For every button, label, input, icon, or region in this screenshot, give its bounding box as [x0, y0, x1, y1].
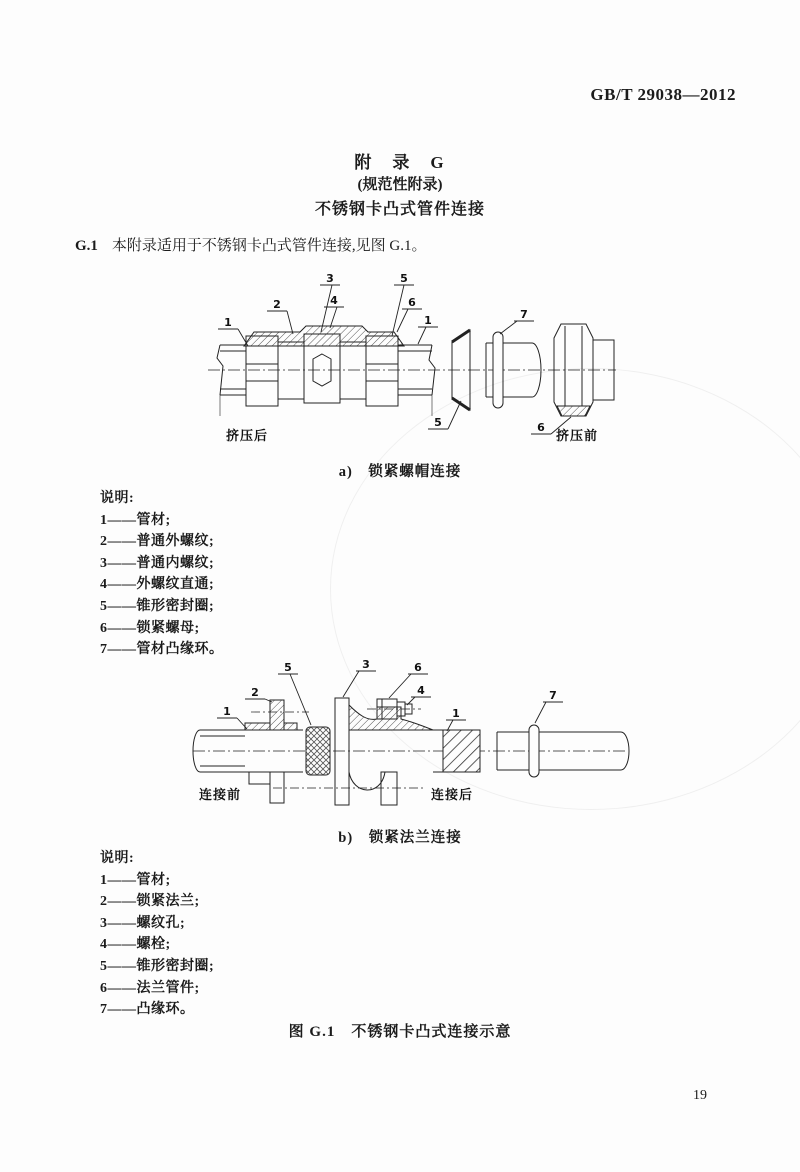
- callout-1-pipe-left: 1: [223, 705, 231, 718]
- legend-a-item: 2——普通外螺纹;: [100, 534, 215, 550]
- label-before-pressing: 挤压前: [556, 429, 599, 444]
- standard-number: GB/T 29038—2012: [590, 85, 736, 104]
- cone-seal: [306, 727, 330, 775]
- callout-7-flange-ring: 7: [549, 689, 557, 702]
- callout-6-nut-loose: 6: [537, 421, 545, 434]
- label-after-pressing: 挤压后: [226, 429, 269, 444]
- legend-a-item: 7——管材凸缘环。: [100, 642, 224, 658]
- sleeve-right: [340, 342, 366, 399]
- legend-b-item: 7——凸缘环。: [100, 1002, 195, 1018]
- callout-7-flange-ring: 7: [520, 308, 528, 321]
- lock-flange-assembly: [193, 698, 629, 805]
- appendix-subtitle: (规范性附录): [357, 177, 443, 193]
- legend-a-item: 5——锥形密封圈;: [100, 598, 215, 614]
- legend-b-item: 4——螺栓;: [100, 937, 171, 953]
- caption-a: a) 锁紧螺帽连接: [338, 464, 462, 480]
- callout-1-pipe-right: 1: [424, 314, 432, 327]
- legend-a-title: 说明:: [100, 491, 135, 506]
- legend-b-item: 1——管材;: [100, 872, 171, 888]
- callout-6-fitting: 6: [414, 661, 422, 674]
- legend-b-title: 说明:: [100, 851, 135, 866]
- legend-a: [100, 488, 224, 661]
- legend-a-item: 3——普通内螺纹;: [100, 555, 215, 571]
- pipe-right: [398, 345, 435, 416]
- callouts-a: [218, 285, 571, 434]
- page-number: 19: [693, 1088, 707, 1103]
- label-before-connection: 连接前: [199, 788, 242, 803]
- clause-text: 本附录适用于不锈钢卡凸式管件连接,见图 G.1。: [111, 238, 427, 254]
- callout-5-seal-loose: 5: [434, 416, 442, 429]
- appendix-title: 附 录 G: [354, 153, 446, 172]
- figure-caption: 图 G.1 不锈钢卡凸式连接示意: [288, 1024, 512, 1040]
- legend-b: [100, 848, 214, 1021]
- callout-5-seal: 5: [284, 661, 292, 674]
- callout-2-ext-thread: 2: [273, 298, 281, 311]
- legend-b-item: 2——锁紧法兰;: [100, 894, 200, 910]
- callout-5-seal: 5: [400, 272, 408, 285]
- diagram-lock-flange-connection: [185, 655, 635, 825]
- pipe-left: [217, 345, 246, 416]
- callout-4-union: 4: [330, 294, 338, 307]
- label-after-connection: 连接后: [431, 788, 474, 803]
- callout-6-nut: 6: [408, 296, 416, 309]
- legend-b-item: 6——法兰管件;: [100, 980, 200, 996]
- callout-4-bolt: 4: [417, 684, 425, 697]
- lock-nut-assembly: [208, 324, 616, 416]
- clause-number: G.1: [75, 238, 98, 254]
- clause-g1: [75, 234, 735, 255]
- caption-b: b) 锁紧法兰连接: [338, 830, 462, 846]
- legend-a-item: 4——外螺纹直通;: [100, 577, 215, 593]
- callout-3-int-thread: 3: [326, 272, 334, 285]
- callout-1-pipe-right: 1: [452, 707, 460, 720]
- diagram-lock-nut-connection: [180, 268, 630, 453]
- legend-b-item: 3——螺纹孔;: [100, 915, 186, 931]
- callout-2-lock-flange: 2: [251, 686, 259, 699]
- legend-a-item: 6——锁紧螺母;: [100, 620, 200, 636]
- sleeve-left: [278, 342, 304, 399]
- legend-a-item: 1——管材;: [100, 512, 171, 528]
- appendix-name: 不锈钢卡凸式管件连接: [314, 201, 485, 218]
- pipe-left: [193, 723, 303, 772]
- loose-flange: [249, 700, 309, 803]
- flange-fitting: [335, 698, 433, 805]
- callout-1-pipe-left: 1: [224, 316, 232, 329]
- legend-b-item: 5——锥形密封圈;: [100, 958, 215, 974]
- callout-3-thread-hole: 3: [362, 658, 370, 671]
